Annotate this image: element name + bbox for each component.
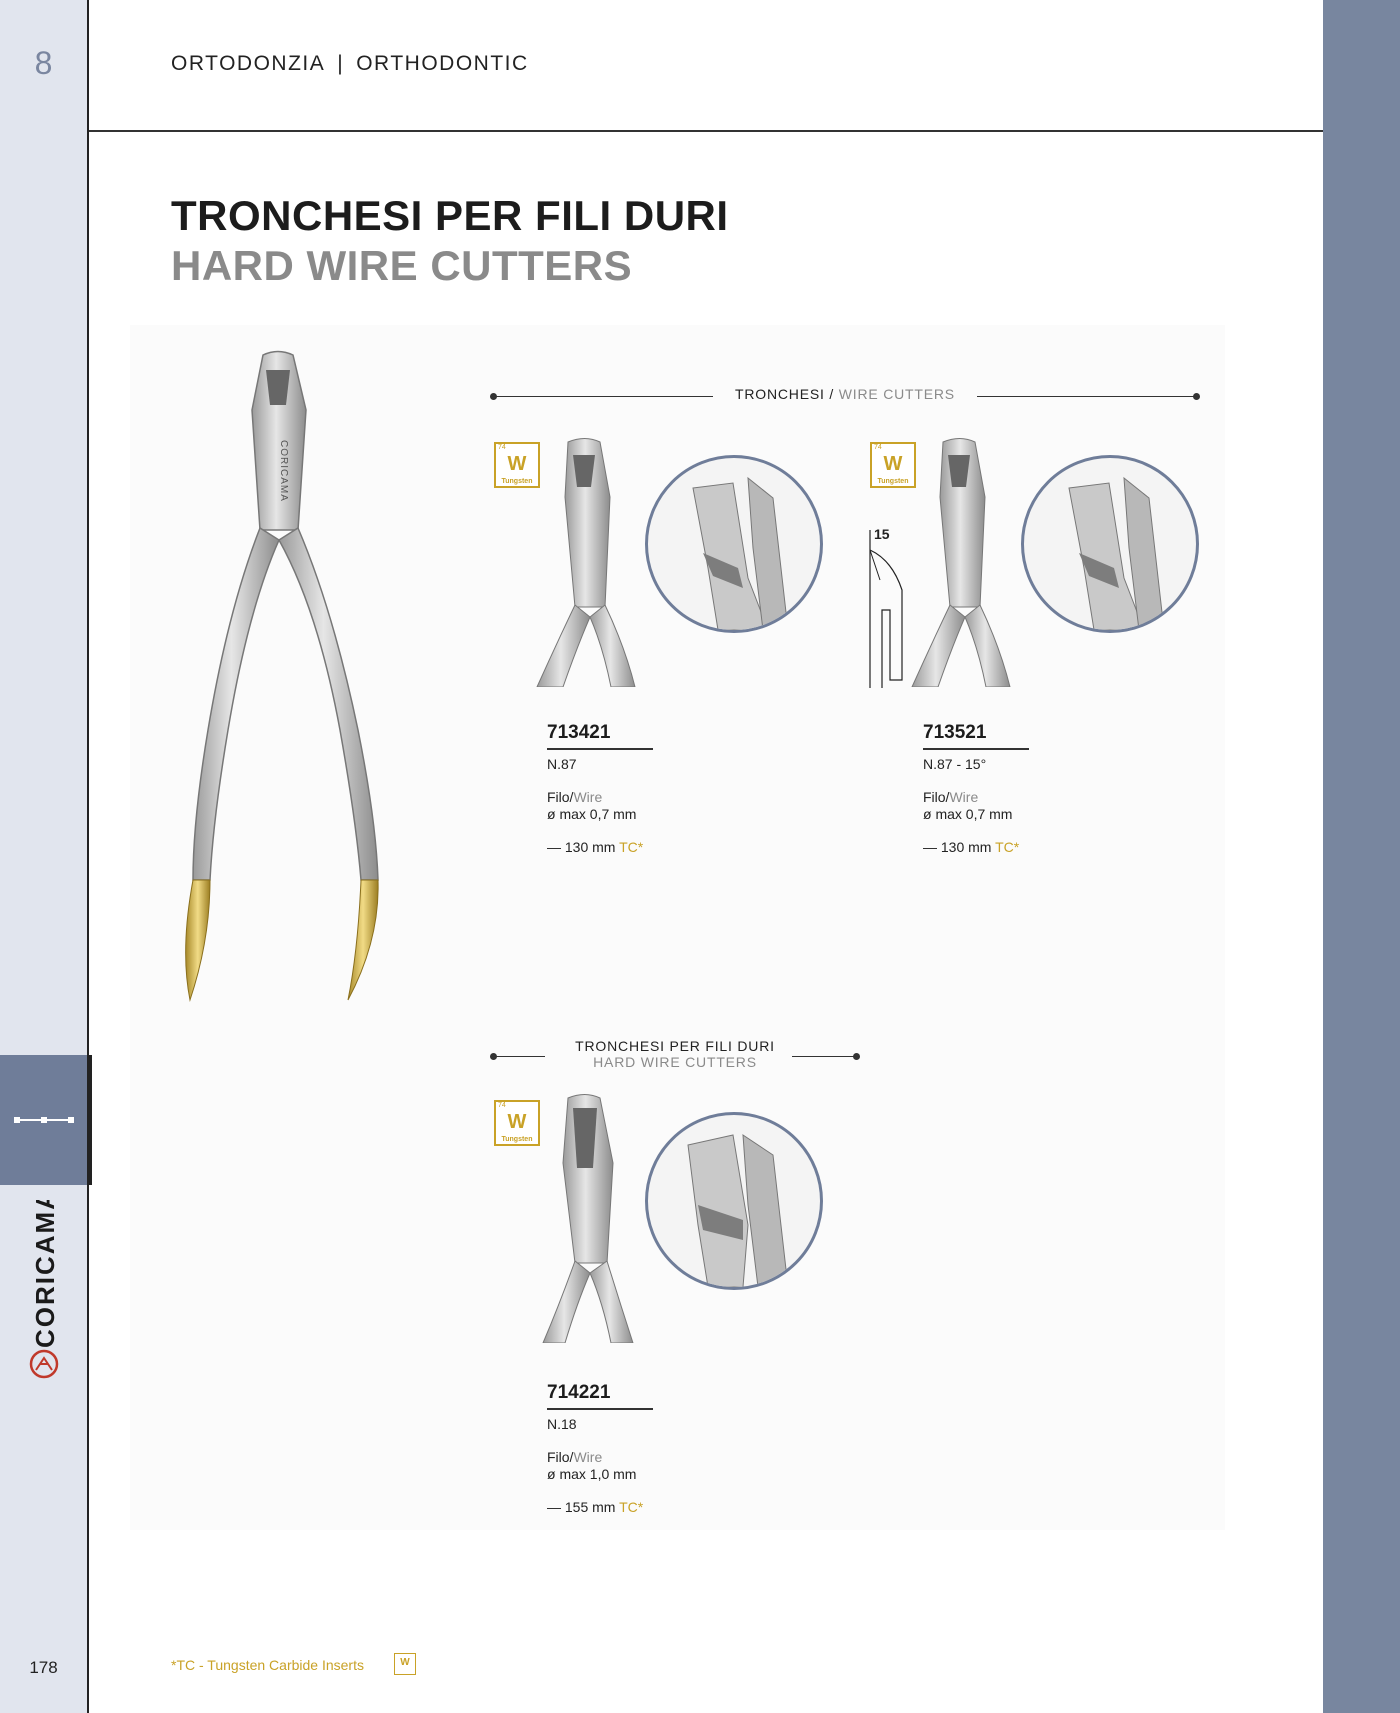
page-title-english: HARD WIRE CUTTERS bbox=[171, 242, 633, 289]
tungsten-badge: 74 W Tungsten bbox=[494, 442, 540, 488]
chapter-tab-edge bbox=[87, 1055, 92, 1185]
detail-zoom-713421 bbox=[645, 455, 823, 633]
header-italian: ORTODONZIA bbox=[171, 52, 326, 75]
product-code: 713521 bbox=[923, 722, 987, 743]
header-english: ORTHODONTIC bbox=[356, 52, 529, 75]
detail-zoom-713521 bbox=[1021, 455, 1199, 633]
code-underline bbox=[547, 1408, 653, 1410]
tungsten-badge: 74 W Tungsten bbox=[494, 1100, 540, 1146]
wire-label: Filo/Wire bbox=[547, 789, 603, 805]
brand-wordmark: CORICAMA bbox=[30, 1200, 60, 1348]
code-underline bbox=[923, 748, 1029, 750]
detail-zoom-714221 bbox=[645, 1112, 823, 1290]
rule-dot-right bbox=[1193, 393, 1200, 400]
product-image-713521 bbox=[910, 437, 1020, 687]
rule-right bbox=[977, 396, 1197, 397]
page-title-italian: TRONCHESI PER FILI DURI bbox=[171, 192, 729, 239]
rule-dot-right bbox=[853, 1053, 860, 1060]
wire-icon bbox=[14, 1112, 74, 1128]
wire-size: ø max 0,7 mm bbox=[923, 806, 1013, 822]
wire-size: ø max 1,0 mm bbox=[547, 1466, 637, 1482]
product-length: — 130 mm TC* bbox=[547, 839, 644, 855]
header-separator: | bbox=[337, 52, 345, 75]
section-title-wire-cutters bbox=[490, 386, 1200, 406]
product-image-714221 bbox=[535, 1093, 645, 1343]
product-card-713521 bbox=[923, 722, 1029, 856]
product-image-713421 bbox=[535, 437, 645, 687]
wire-label: Filo/Wire bbox=[547, 1449, 603, 1465]
tungsten-badge: 74 W Tungsten bbox=[870, 442, 916, 488]
coricama-logo bbox=[22, 1200, 66, 1380]
wire-size: ø max 0,7 mm bbox=[547, 806, 637, 822]
angle-label: 15 bbox=[874, 526, 890, 542]
right-band bbox=[1323, 0, 1400, 1713]
product-card-713421 bbox=[547, 722, 653, 856]
page-number: 178 bbox=[29, 1658, 58, 1677]
section-header bbox=[171, 52, 529, 76]
angle-diagram bbox=[862, 520, 912, 688]
product-length: — 155 mm TC* bbox=[547, 1499, 644, 1515]
product-code: 714221 bbox=[547, 1382, 611, 1403]
product-card-714221 bbox=[547, 1382, 653, 1516]
chapter-number: 8 bbox=[34, 45, 53, 81]
product-length: — 130 mm TC* bbox=[923, 839, 1020, 855]
hero-engraving: CORICAMA bbox=[278, 440, 289, 502]
left-rail bbox=[0, 0, 87, 1713]
brand-emblem-mark bbox=[36, 1358, 52, 1370]
section-title-hard-wire-cutters bbox=[490, 1038, 860, 1078]
section-label: TRONCHESI PER FILI DURI HARD WIRE CUTTERS bbox=[575, 1038, 775, 1070]
product-model: N.18 bbox=[547, 1416, 577, 1432]
code-underline bbox=[547, 748, 653, 750]
wire-label: Filo/Wire bbox=[923, 789, 979, 805]
product-model: N.87 - 15° bbox=[923, 756, 987, 772]
tungsten-badge-small: W bbox=[394, 1653, 416, 1675]
footnote: *TC - Tungsten Carbide Inserts bbox=[171, 1657, 364, 1673]
section-label: TRONCHESI / WIRE CUTTERS bbox=[735, 386, 955, 402]
product-model: N.87 bbox=[547, 756, 577, 772]
product-code: 713421 bbox=[547, 722, 611, 743]
hero-pliers-image bbox=[148, 350, 438, 1020]
rule-right bbox=[792, 1056, 857, 1057]
rail-divider bbox=[87, 0, 89, 1713]
header-rule bbox=[89, 130, 1323, 132]
